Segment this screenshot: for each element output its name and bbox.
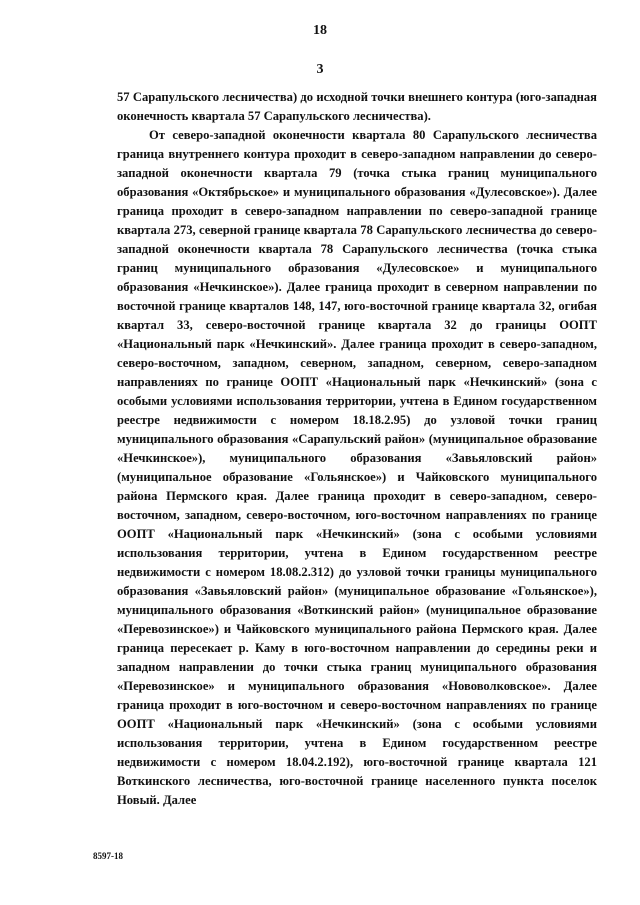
- paragraph: 57 Сарапульского лесничества) до исходной точки внешнего контура (юго-западная оконечность квартала 57 Сарапульского лесничества).: [117, 90, 597, 123]
- document-code: 8597-18: [93, 851, 123, 861]
- document-body: [117, 88, 597, 810]
- paragraph: От северо-западной оконечности квартала 80 Сарапульского лесничества граница внутреннего контура проходит в северо-западном направлении до северо-западной оконечности квартала 79 (точка стыка границ муниципального образования «Октябрьское» и муниципального образования «Дулесовское»). Далее граница проходит в северо-западном направлении по северо-западной границе квартала 273, северной границе квартала 78 Сарапульского лесничества до северо-западной оконечности квартала 78 Сарапульского лесничества (точка стыка границ муниципального образования «Дулесовское» и муниципального образования «Нечкинское»). Далее граница проходит в северном направлении по восточной границе кварталов 148, 147, юго-восточной границе квартала 32, огибая квартал 33, северо-восточной границе квартала 32 до границы ООПТ «Национальный парк «Нечкинский». Далее граница проходит в северо-западном, северо-восточном, западном, северном, западном, северном, северо-западном направлениях по границе ООПТ «Национальный парк «Нечкинский» (зона с особыми условиями использования территории, учтена в Едином государственном реестре недвижимости с номером 18.18.2.95) до узловой точки границ муниципального образования «Сарапульский район» (муниципальное образование «Нечкинское»), муниципального образования «Завьяловский район» (муниципальное образование «Гольянское») и Чайковского муниципального района Пермского края. Далее граница проходит в северо-западном, северо-восточном, западном, северо-восточном, юго-восточном направлениях по границе ООПТ «Национальный парк «Нечкинский» (зона с особыми условиями использования территории, учтена в Едином государственном реестре недвижимости с номером 18.08.2.312) до узловой точки границы муниципального образования «Завьяловский район» (муниципальное образование «Гольянское»), муниципального образования «Воткинский район» (муниципальное образование «Перевозинское») и Чайковского муниципального района Пермского края. Далее граница пересекает р. Каму в юго-восточном направлении до середины реки и западном направлении до точки стыка границ муниципального образования «Перевозинское» и муниципального образования «Нововолковское». Далее граница проходит в юго-восточном и северо-восточном направлениях по границе ООПТ «Национальный парк «Нечкинский» (зона с особыми условиями использования территории, учтена в Едином государственном реестре недвижимости с номером 18.04.2.192), юго-восточной границе квартала 121 Воткинского лесничества, юго-восточной границе населенного пункта поселок Новый. Далее: [117, 128, 597, 807]
- page-number: 18: [313, 23, 327, 38]
- sub-page-number: 3: [316, 62, 324, 77]
